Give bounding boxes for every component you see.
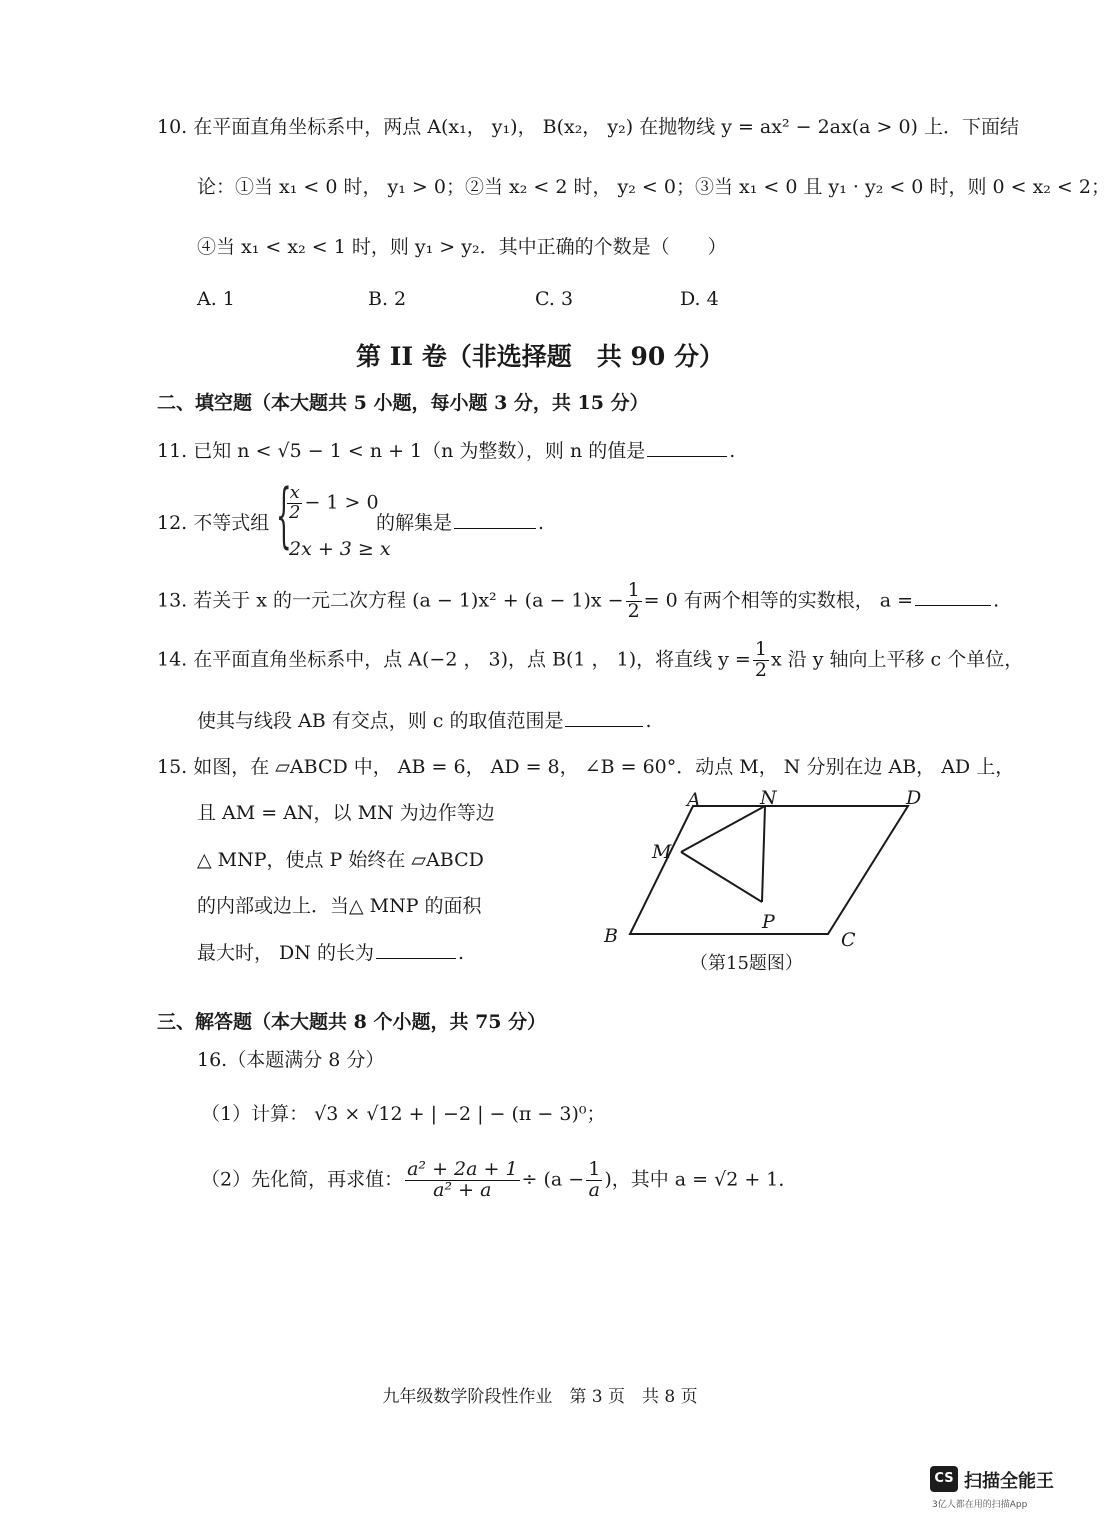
q11 xyxy=(157,436,735,463)
q15-figure xyxy=(595,780,922,951)
q16-frac1 xyxy=(405,1160,519,1201)
q13-frac-num: 1 xyxy=(627,579,640,601)
q11-answer-blank[interactable] xyxy=(647,456,727,457)
fig-label-d: D xyxy=(906,787,922,809)
q10-choice-d: D. 4 xyxy=(680,288,719,310)
section3-title: 三、解答题（本大题共 8 个小题，共 75 分） xyxy=(157,1011,547,1033)
q13-end: . xyxy=(993,589,1000,612)
q16-frac2-num: 1 xyxy=(588,1158,601,1180)
q15-line2: 且 AM = AN，以 MN 为边作等边 xyxy=(197,802,495,824)
q12-eq1-den: 2 xyxy=(289,501,301,523)
q14-answer-blank[interactable] xyxy=(565,726,643,727)
q12-eq1-rest: − 1 > 0 xyxy=(304,491,379,514)
segment-mn xyxy=(681,806,765,852)
q16-part2-mid: ÷ (a − xyxy=(521,1168,585,1191)
q14-before: 14. 在平面直角坐标系中，点 A(−2 ， 3)，点 B(1 ， 1)，将直线 y = xyxy=(157,648,751,671)
q10-choice-b: B. 2 xyxy=(368,288,407,310)
q14-line2-text: 使其与线段 AB 有交点，则 c 的取值范围是 xyxy=(197,710,564,732)
q12-after xyxy=(376,508,544,535)
q16-frac2 xyxy=(586,1160,602,1201)
segment-mp xyxy=(681,852,762,902)
q10-choice-c: C. 3 xyxy=(535,288,574,310)
q12-brace: { xyxy=(276,474,292,556)
q10-line3: ④当 x₁ < x₂ < 1 时，则 y₁ > y₂．其中正确的个数是（ ） xyxy=(197,236,727,258)
q15-line3: △ MNP，使点 P 始终在 ▱ABCD xyxy=(197,849,484,871)
q12-eq1-num: x xyxy=(287,484,302,504)
q16-part1: （1）计算： √3 × √12 + | −2 | − (π − 3)⁰； xyxy=(201,1103,606,1125)
q12-end: . xyxy=(538,512,545,534)
q15-line4: 的内部或边上．当△ MNP 的面积 xyxy=(197,895,482,917)
watermark-subtitle: 3亿人都在用的扫描App xyxy=(932,1500,1028,1510)
q12-label: 12. 不等式组 xyxy=(157,512,270,534)
q12-answer-blank[interactable] xyxy=(454,528,536,529)
q16-part2 xyxy=(201,1160,797,1201)
q10-choice-a: A. 1 xyxy=(197,288,235,310)
q15-end: . xyxy=(457,942,464,964)
section2-title: 二、填空题（本大题共 5 小题，每小题 3 分，共 15 分） xyxy=(157,392,649,414)
q14-end: . xyxy=(645,710,652,732)
q14-line1 xyxy=(157,640,1023,681)
q13-after: = 0 有两个相等的实数根， a = xyxy=(643,589,914,612)
q12-after-text: 的解集是 xyxy=(376,512,453,534)
camscanner-logo-icon: CS xyxy=(930,1466,958,1492)
q14-frac xyxy=(753,640,769,681)
q13-frac-den: 2 xyxy=(627,599,640,622)
q16-part2-before: （2）先化简，再求值： xyxy=(201,1168,404,1191)
fig-label-n: N xyxy=(760,787,777,809)
q16-part2-after: )，其中 a = √2 + 1． xyxy=(604,1168,798,1191)
watermark-name: 扫描全能王 xyxy=(964,1471,1054,1492)
q11-end: . xyxy=(729,440,736,462)
page-footer: 九年级数学阶段性作业 第 3 页 共 8 页 xyxy=(382,1387,698,1407)
q15-line1: 15. 如图，在 ▱ABCD 中， AB = 6， AD = 8， ∠B = 60°．动点 M， N 分别在边 AB， AD 上， xyxy=(157,756,1015,778)
q13-before: 13. 若关于 x 的一元二次方程 (a − 1)x² + (a − 1)x − xyxy=(157,589,624,612)
fig-label-a: A xyxy=(687,789,701,811)
q16-frac1-den: a² + a xyxy=(433,1178,492,1201)
q14-after: x 沿 y 轴向上平移 c 个单位， xyxy=(770,648,1024,671)
q16-header: 16.（本题满分 8 分） xyxy=(197,1049,385,1071)
q13-frac xyxy=(626,581,642,622)
q16-frac1-num: a² + 2a + 1 xyxy=(407,1158,518,1180)
q14-frac-den: 2 xyxy=(754,658,767,681)
q10-line1: 10. 在平面直角坐标系中，两点 A(x₁， y₁)， B(x₂， y₂) 在抛物线 y = ax² − 2ax(a > 0) 上．下面结 xyxy=(157,116,1019,138)
fig-label-b: B xyxy=(604,925,618,947)
q12-eq1-frac xyxy=(287,484,302,523)
fig-label-c: C xyxy=(841,929,856,951)
q12-eq2: 2x + 3 ≥ x xyxy=(289,538,391,560)
q11-text: 11. 已知 n < √5 − 1 < n + 1（n 为整数），则 n 的值是 xyxy=(157,440,646,462)
q15-line5-text: 最大时， DN 的长为 xyxy=(197,942,374,964)
q15-line5 xyxy=(197,938,464,965)
q14-frac-num: 1 xyxy=(754,638,767,660)
fig-label-m: M xyxy=(652,841,672,863)
part2-title: 第 II 卷（非选择题 共 90 分） xyxy=(356,342,724,371)
q12-eq1 xyxy=(285,484,379,523)
q16-frac2-den: a xyxy=(588,1178,600,1201)
q13 xyxy=(157,581,999,622)
q15-figure-caption: （第15题图） xyxy=(690,953,803,974)
q14-line2 xyxy=(197,706,652,733)
segment-np xyxy=(762,806,765,902)
fig-label-p: P xyxy=(762,911,775,933)
q10-line2: 论：①当 x₁ < 0 时， y₁ > 0；②当 x₂ < 2 时， y₂ < 0；③当 x₁ < 0 且 y₁ · y₂ < 0 时，则 0 < x₂ < 2； xyxy=(197,176,1110,198)
q13-answer-blank[interactable] xyxy=(915,605,991,606)
q15-answer-blank[interactable] xyxy=(376,958,456,959)
